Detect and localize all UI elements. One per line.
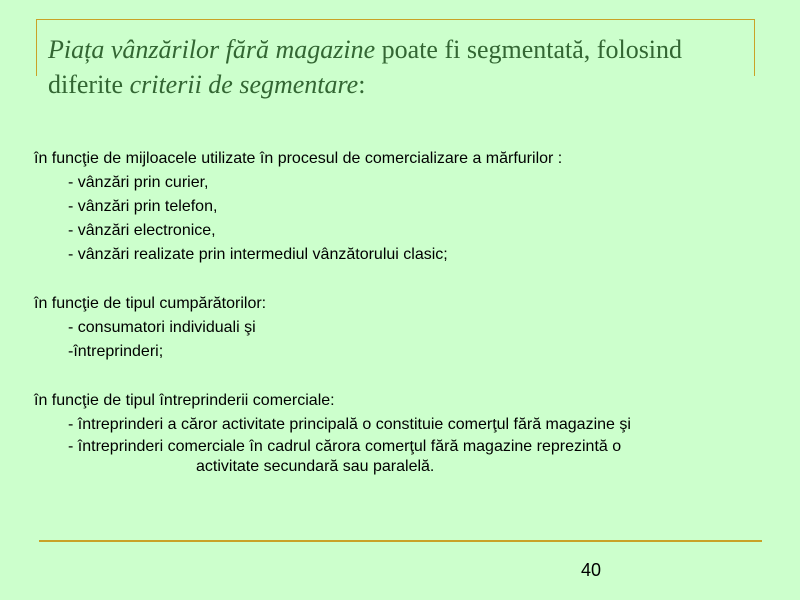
frame-rule-left bbox=[36, 19, 37, 76]
list-item-text: - întreprinderi comerciale în cadrul cărora comerţul fără magazine reprezintă o bbox=[68, 438, 622, 455]
list-item-wrapped bbox=[34, 437, 779, 477]
footer-rule bbox=[39, 540, 762, 542]
frame-rule-top bbox=[36, 19, 755, 20]
page-number: 40 bbox=[581, 560, 602, 580]
list-item: - întreprinderi a căror activitate principală o constituie comerţul fără magazine şi bbox=[68, 416, 631, 433]
title-italic-market: Piața vânzărilor fără magazine bbox=[48, 35, 376, 64]
section-heading-means: în funcţie de mijloacele utilizate în procesul de comercializare a mărfurilor : bbox=[34, 150, 563, 167]
title-italic-criteria: criterii de segmentare bbox=[129, 70, 359, 99]
title-plain-text: poate fi segmentată, folosind diferite bbox=[48, 35, 683, 99]
section-heading-buyers: în funcţie de tipul cumpărătorilor: bbox=[34, 295, 267, 312]
frame-rule-right bbox=[754, 19, 755, 76]
list-item: - vânzări prin curier, bbox=[68, 174, 209, 191]
spacer bbox=[34, 267, 779, 292]
list-item-continuation: activitate secundară sau paralelă. bbox=[196, 458, 435, 475]
spacer bbox=[34, 364, 779, 389]
title-colon: : bbox=[358, 70, 366, 99]
list-item: -întreprinderi; bbox=[68, 343, 164, 360]
section-heading-enterprise: în funcţie de tipul întreprinderii comerciale: bbox=[34, 392, 335, 409]
list-item: - vânzări realizate prin intermediul vânzătorului clasic; bbox=[68, 246, 448, 263]
slide-body bbox=[34, 147, 779, 477]
list-item: - consumatori individuali şi bbox=[68, 319, 256, 336]
list-item: - vânzări prin telefon, bbox=[68, 198, 218, 215]
list-item: - vânzări electronice, bbox=[68, 222, 216, 239]
slide-title bbox=[48, 32, 748, 102]
